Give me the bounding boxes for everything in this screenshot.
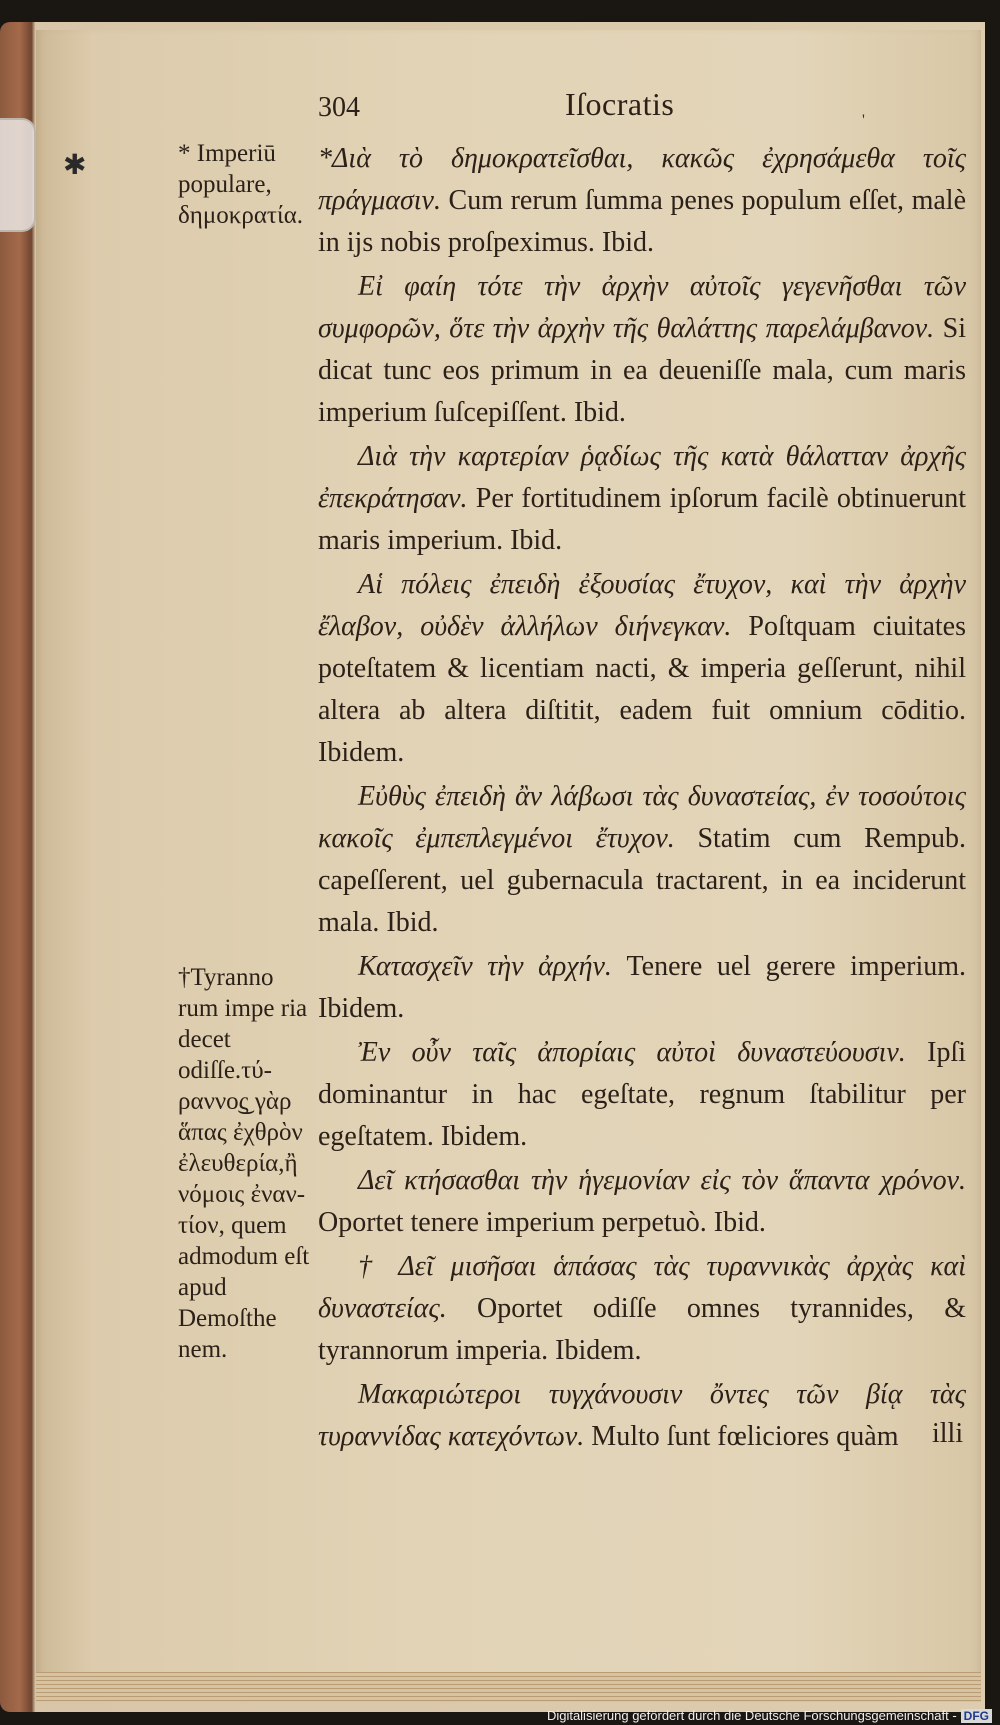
greek-text: Ἐν οὖν ταῖς ἀπορίαις αὐτοὶ δυναστεύουσιν. (358, 1037, 906, 1068)
greek-text: *Διὰ τὸ δημοκρατεῖσθαι, κακῶς ἐχρησάμεθα τοῖς πράγμασιν. (318, 143, 966, 216)
greek-text: Μακαριώτεροι τυγχάνουσιν ὄντες τῶν βίᾳ τὰς τυραννίδας κατεχόντων. (318, 1379, 966, 1452)
stray-ink-mark: ' (862, 112, 865, 129)
entry (318, 1246, 966, 1372)
latin-text: Multo ſunt fœliciores quàm (591, 1421, 899, 1452)
latin-text: Poſtquam ciuitates poteſtatem & licentiam nacti, & imperia geſſerunt, nihil altera ab altera diſtitit, eadem fuit omnium cōditio. Ibidem. (318, 611, 967, 768)
entry (318, 1032, 966, 1158)
credit-text: Digitalisierung gefördert durch die Deutsche Forschungsgemeinschaft - (546, 1708, 957, 1723)
latin-text: Statim cum Rempub. capeſſerent, uel gubernacula tractarent, in ea inciderunt mala. Ibid. (318, 823, 966, 938)
latin-text: Tenere uel gerere imperium. Ibidem. (318, 951, 966, 1024)
greek-text: † Δεῖ μισῆσαι ἁπάσας τὰς τυραννικὰς ἀρχὰς καὶ δυναστείας. (318, 1251, 966, 1324)
margin-note-tyrannorum: †Tyranno rum impe ria decet odiſſe.τύ-ραννο͜ς γὰρ ἅπας ἐχθρὸν ἐλευθερία,ἢ νόμοις ἐναν-τίον, quem admodum eſt apud Demoſthe nem. (178, 964, 310, 1363)
greek-text: Εὐθὺς ἐπειδὴ ἂν λάβωσι τὰς δυναστείας, ἐν τοσούτοις κακοῖς ἐμπεπλεγμένοι ἔτυχον. (318, 781, 966, 854)
entry (318, 1160, 966, 1244)
entry (318, 776, 966, 944)
entry (318, 564, 966, 774)
entry (318, 1374, 966, 1458)
margin-asterisk-icon: ✱ (63, 150, 87, 181)
main-text (318, 138, 966, 1460)
latin-text: Oportet odiſſe omnes tyrannides, & tyrannorum imperia. Ibidem. (318, 1293, 966, 1366)
page-number: 304 (318, 92, 360, 123)
greek-text: Δεῖ κτήσασθαι τὴν ἡγεμονίαν εἰς τὸν ἅπαντα χρόνον. (358, 1165, 966, 1196)
entry (318, 946, 966, 1030)
bookmark-tab (0, 118, 36, 232)
running-title: Iſocratis (565, 86, 675, 122)
page-edges (36, 1672, 981, 1702)
entry (318, 436, 966, 562)
greek-text: Αἱ πόλεις ἐπειδὴ ἐξουσίας ἔτυχον, καὶ τὴν ἀρχὴν ἔλαβον, οὐδὲν ἀλλήλων διήνεγκαν. (318, 569, 966, 642)
dfg-logo: DFG (961, 1709, 992, 1723)
greek-text: Κατασχεῖν τὴν ἀρχήν. (358, 951, 612, 982)
greek-text: Διὰ τὴν καρτερίαν ῥᾳδίως τῆς κατὰ θάλατταν ἀρχῆς ἐπεκράτησαν. (318, 441, 966, 514)
latin-text: Per fortitudinem ipſorum facilè obtinuerunt maris imperium. Ibid. (318, 483, 967, 556)
latin-text: Oportet tenere imperium perpetuò. Ibid. (318, 1207, 766, 1238)
latin-text: Si dicat tunc eos primum in ea deueniſſe mala, cum maris imperium ſuſcepiſſent. Ibid. (318, 313, 967, 428)
latin-text: Ipſi dominantur in hac egeſtate, regnum ſtabilitur per egeſtatem. Ibidem. (318, 1037, 967, 1152)
greek-text: Εἰ φαίη τότε τὴν ἀρχὴν αὐτοῖς γεγενῆσθαι τῶν συμφορῶν, ὅτε τὴν ἀρχὴν τῆς θαλάττης παρελάμβανον. (318, 271, 966, 344)
margin-note-imperium-populare: * Imperiū populare, δημοκρατία. (178, 140, 304, 229)
entry (318, 138, 966, 264)
entry (318, 266, 966, 434)
catchword: illi (932, 1418, 964, 1449)
latin-text: Cum rerum ſumma penes populum eſſet, malè in ijs nobis proſpeximus. Ibid. (318, 185, 966, 258)
digitization-credit (547, 1708, 992, 1723)
